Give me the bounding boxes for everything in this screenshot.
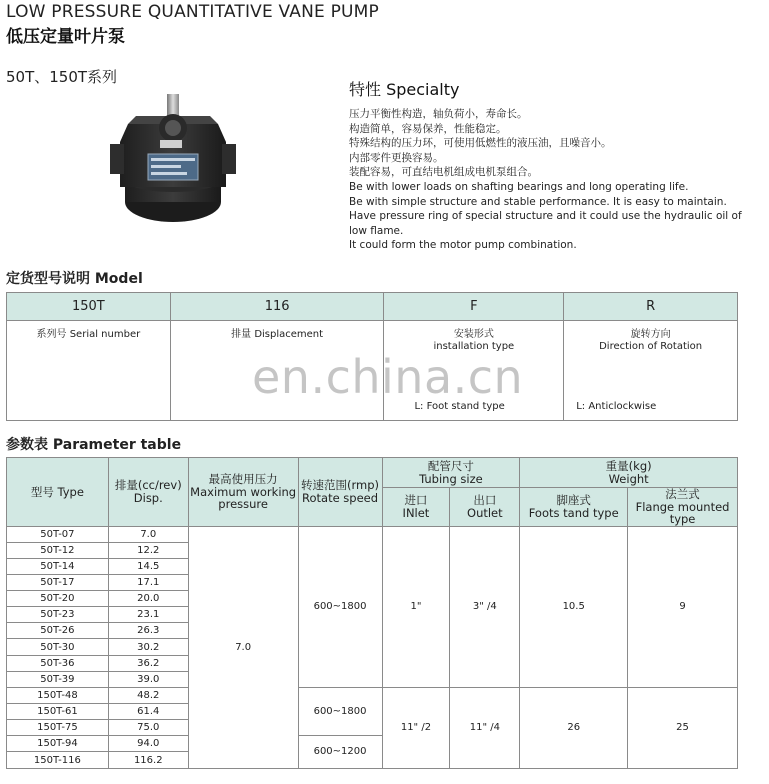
header-outlet: 出口 Outlet	[450, 488, 520, 527]
specialty-line: Be with lower loads on shafting bearings and long operating life.	[349, 180, 689, 193]
cell-disp: 12.2	[108, 542, 188, 558]
cell-disp: 94.0	[108, 736, 188, 752]
header-inlet: 进口 INlet	[382, 488, 450, 527]
cell-type: 150T-61	[7, 704, 109, 720]
model-desc-rotation: 旋转方向 Direction of Rotation L: Anticlockwise	[564, 321, 738, 421]
cell-type: 50T-36	[7, 655, 109, 671]
series-label: 50T、150T系列	[6, 68, 118, 86]
cell-flange-50t: 9	[628, 526, 738, 687]
page-title-en: LOW PRESSURE QUANTITATIVE VANE PUMP	[6, 2, 380, 22]
cell-type: 50T-20	[7, 591, 109, 607]
parameter-title: 参数表 Parameter table	[6, 437, 182, 453]
model-code-series: 150T	[7, 293, 171, 321]
specialty-list	[349, 107, 749, 253]
specialty-line: 装配容易，可直结电机组成电机泵组合。	[349, 166, 538, 179]
cell-disp: 30.2	[108, 639, 188, 655]
cell-disp: 20.0	[108, 591, 188, 607]
model-desc-series: 系列号 Serial number	[7, 321, 171, 421]
cell-type: 150T-48	[7, 687, 109, 703]
cell-type: 50T-39	[7, 671, 109, 687]
header-displacement: 排量(cc/rev) Disp.	[108, 458, 188, 527]
header-pressure: 最高使用压力 Maximum working pressure	[188, 458, 298, 527]
header-type: 型号 Type	[7, 458, 109, 527]
cell-type: 150T-94	[7, 736, 109, 752]
model-desc-displacement: 排量 Displacement	[170, 321, 384, 421]
specialty-line: 压力平衡性构造，轴负荷小，寿命长。	[349, 108, 528, 120]
cell-type: 50T-07	[7, 526, 109, 542]
cell-inlet-50t: 1"	[382, 526, 450, 687]
cell-pressure: 7.0	[188, 526, 298, 768]
cell-type: 50T-30	[7, 639, 109, 655]
specialty-line: Have pressure ring of special structure and it could use the hydraulic oil of low flame.	[349, 210, 742, 237]
page-title-cn: 低压定量叶片泵	[6, 27, 125, 47]
watermark: en.china.cn	[252, 350, 524, 404]
cell-disp: 7.0	[108, 526, 188, 542]
cell-inlet-150t: 11" /2	[382, 687, 450, 768]
cell-foot-50t: 10.5	[520, 526, 628, 687]
model-code-displacement: 116	[170, 293, 384, 321]
cell-disp: 26.3	[108, 623, 188, 639]
cell-speed-50t: 600~1800	[298, 526, 382, 687]
header-weight: 重量(kg) Weight	[520, 458, 738, 488]
cell-disp: 17.1	[108, 574, 188, 590]
installation-foot-note: L: Foot stand type	[414, 401, 505, 412]
cell-disp: 48.2	[108, 687, 188, 703]
vane-pump-image	[108, 92, 238, 242]
cell-type: 50T-17	[7, 574, 109, 590]
specialty-line: It could form the motor pump combination.	[349, 239, 577, 252]
cell-outlet-150t: 11" /4	[450, 687, 520, 768]
cell-type: 50T-12	[7, 542, 109, 558]
specialty-line: 内部零件更换容易。	[349, 151, 444, 164]
specialty-line: Be with simple structure and stable performance. It is easy to maintain.	[349, 195, 727, 208]
header-foot-stand: 脚座式 Foots tand type	[520, 488, 628, 527]
cell-type: 50T-26	[7, 623, 109, 639]
cell-speed-150t-a: 600~1800	[298, 687, 382, 735]
specialty-line: 构造简单，容易保养，性能稳定。	[349, 122, 507, 135]
header-flange: 法兰式 Flange mounted type	[628, 488, 738, 527]
cell-flange-150t: 25	[628, 687, 738, 768]
cell-disp: 116.2	[108, 752, 188, 768]
cell-disp: 61.4	[108, 704, 188, 720]
model-code-rotation: R	[564, 293, 738, 321]
rotation-foot-note: L: Anticlockwise	[576, 401, 657, 412]
specialty-title: 特性 Specialty	[349, 80, 460, 99]
cell-type: 50T-23	[7, 607, 109, 623]
cell-disp: 36.2	[108, 655, 188, 671]
model-title: 定货型号说明 Model	[6, 271, 143, 287]
cell-speed-150t-b: 600~1200	[298, 736, 382, 768]
cell-type: 50T-14	[7, 558, 109, 574]
specialty-line: 特殊结构的压力环，可使用低燃性的液压油，且噪音小。	[349, 137, 612, 150]
cell-outlet-50t: 3" /4	[450, 526, 520, 687]
cell-disp: 39.0	[108, 671, 188, 687]
cell-foot-150t: 26	[520, 687, 628, 768]
header-tubing: 配管尺寸 Tubing size	[382, 458, 520, 488]
model-desc-installation: 安装形式 installation type L: Foot stand type	[384, 321, 564, 421]
model-code-installation: F	[384, 293, 564, 321]
header-speed: 转速范围(rmp) Rotate speed	[298, 458, 382, 527]
cell-disp: 14.5	[108, 558, 188, 574]
cell-disp: 75.0	[108, 720, 188, 736]
cell-type: 150T-75	[7, 720, 109, 736]
cell-type: 150T-116	[7, 752, 109, 768]
cell-disp: 23.1	[108, 607, 188, 623]
parameter-table	[6, 457, 738, 769]
